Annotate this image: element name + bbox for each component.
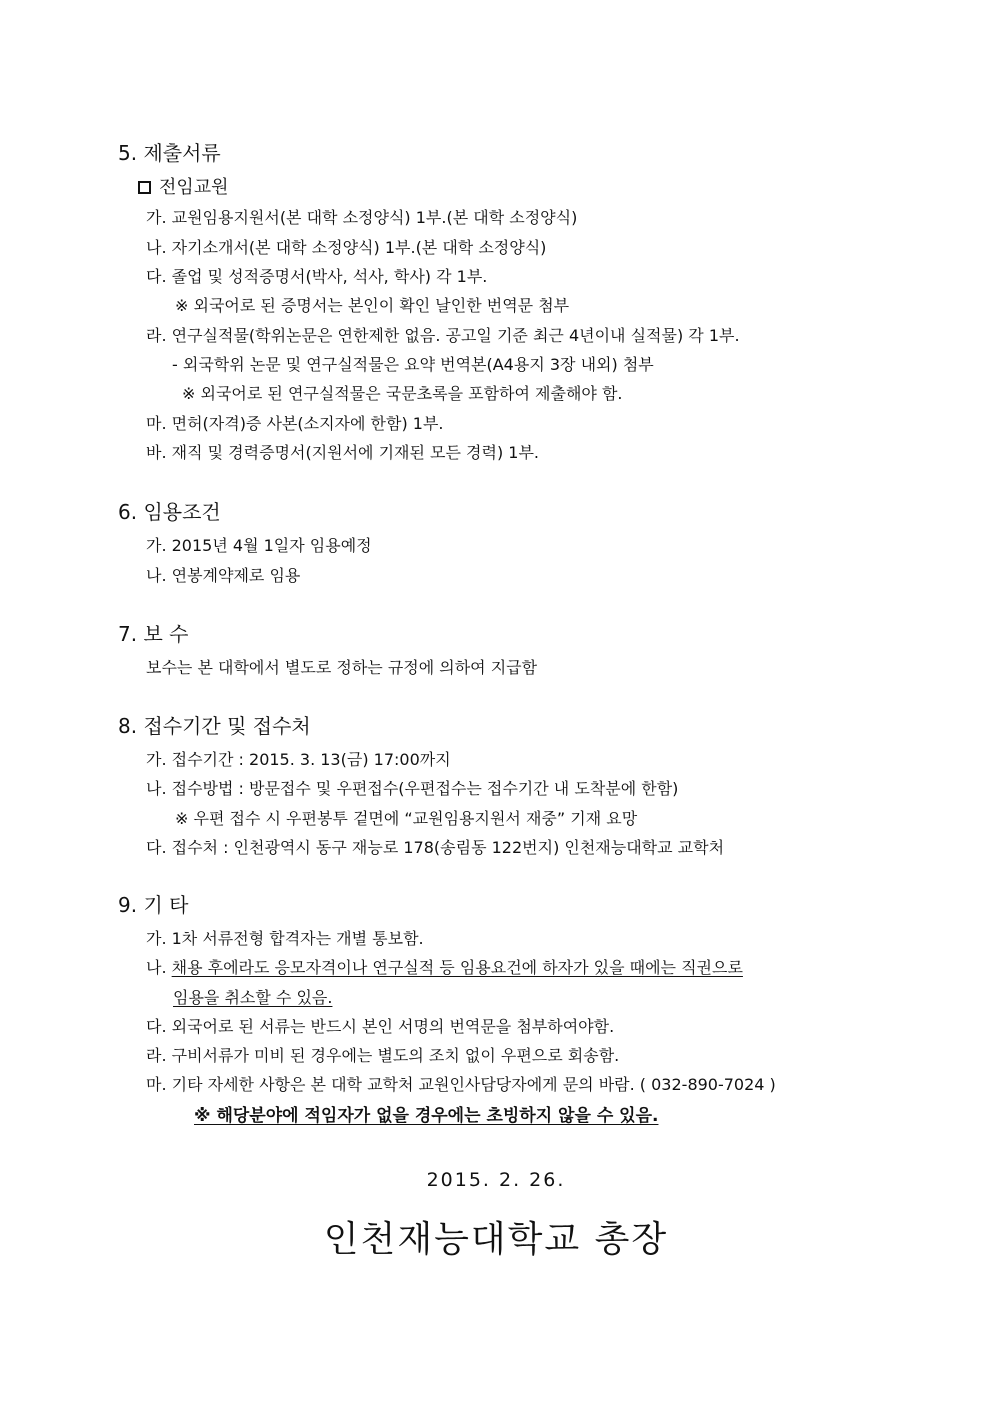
paragraph: 보수는 본 대학에서 별도로 정하는 규정에 의하여 지급함 xyxy=(146,658,538,677)
list-item: 가. 접수기간 : 2015. 3. 13(금) 17:00까지 xyxy=(146,750,451,769)
list-item: 마. 기타 자세한 사항은 본 대학 교학처 교원인사담당자에게 문의 바람. ( 032-890-7024 ) xyxy=(146,1075,776,1094)
list-item: 다. 접수처 : 인천광역시 동구 재능로 178(송림동 122번지) 인천재능대학교 교학처 xyxy=(146,838,725,857)
notice-text: ※ 해당분야에 적임자가 없을 경우에는 초빙하지 않을 수 있음. xyxy=(194,1106,659,1126)
list-item: 나. 자기소개서(본 대학 소정양식) 1부.(본 대학 소정양식) xyxy=(146,238,547,257)
sub-heading-label: 전임교원 xyxy=(159,177,229,198)
note-item: ※ 외국어로 된 증명서는 본인이 확인 날인한 번역문 첨부 xyxy=(175,296,570,315)
document-date: 2015. 2. 26. xyxy=(426,1169,566,1191)
sub-heading-faculty xyxy=(138,177,229,199)
list-item: 가. 2015년 4월 1일자 임용예정 xyxy=(146,536,372,555)
list-item: 마. 면허(자격)증 사본(소지자에 한함) 1부. xyxy=(146,414,444,433)
list-item: 다. 졸업 및 성적증명서(박사, 석사, 학사) 각 1부. xyxy=(146,267,488,286)
list-item: 바. 재직 및 경력증명서(지원서에 기재된 모든 경력) 1부. xyxy=(146,443,540,462)
section-9-title: 9. 기 타 xyxy=(118,893,189,917)
section-5-title: 5. 제출서류 xyxy=(118,141,221,165)
underlined-text: 채용 후에라도 응모자격이나 연구실적 등 임용요건에 하자가 있을 때에는 직권으로 xyxy=(171,958,743,977)
list-item: 가. 1차 서류전형 합격자는 개별 통보함. xyxy=(146,929,424,948)
list-item: 다. 외국어로 된 서류는 반드시 본인 서명의 번역문을 첨부하여야함. xyxy=(146,1017,615,1036)
list-item: 나. 연봉계약제로 임용 xyxy=(146,566,301,585)
note-item: ※ 외국어로 된 연구실적물은 국문초록을 포함하여 제출해야 함. xyxy=(182,384,623,403)
list-item-prefix: 나. xyxy=(146,958,172,977)
list-item: 라. 구비서류가 미비 된 경우에는 별도의 조치 없이 우편으로 회송함. xyxy=(146,1046,620,1065)
list-item: 가. 교원임용지원서(본 대학 소정양식) 1부.(본 대학 소정양식) xyxy=(146,208,578,227)
list-item-underlined xyxy=(146,958,743,978)
checkbox-square-icon xyxy=(138,181,151,194)
section-6-title: 6. 임용조건 xyxy=(118,500,221,524)
note-item: ※ 우편 접수 시 우편봉투 겉면에 “교원임용지원서 재중” 기재 요망 xyxy=(175,809,638,828)
section-7-title: 7. 보 수 xyxy=(118,622,189,646)
list-item: 나. 접수방법 : 방문접수 및 우편접수(우편접수는 접수기간 내 도착분에 한함) xyxy=(146,779,679,798)
underlined-text-continued: 임용을 취소할 수 있음. xyxy=(173,988,333,1007)
note-item: - 외국학위 논문 및 연구실적물은 요약 번역본(A4용지 3장 내외) 첨부 xyxy=(172,355,654,374)
signature: 인천재능대학교 총장 xyxy=(323,1219,669,1260)
section-8-title: 8. 접수기간 및 접수처 xyxy=(118,714,311,738)
list-item: 라. 연구실적물(학위논문은 연한제한 없음. 공고일 기준 최근 4년이내 실적물) 각 1부. xyxy=(146,326,740,345)
